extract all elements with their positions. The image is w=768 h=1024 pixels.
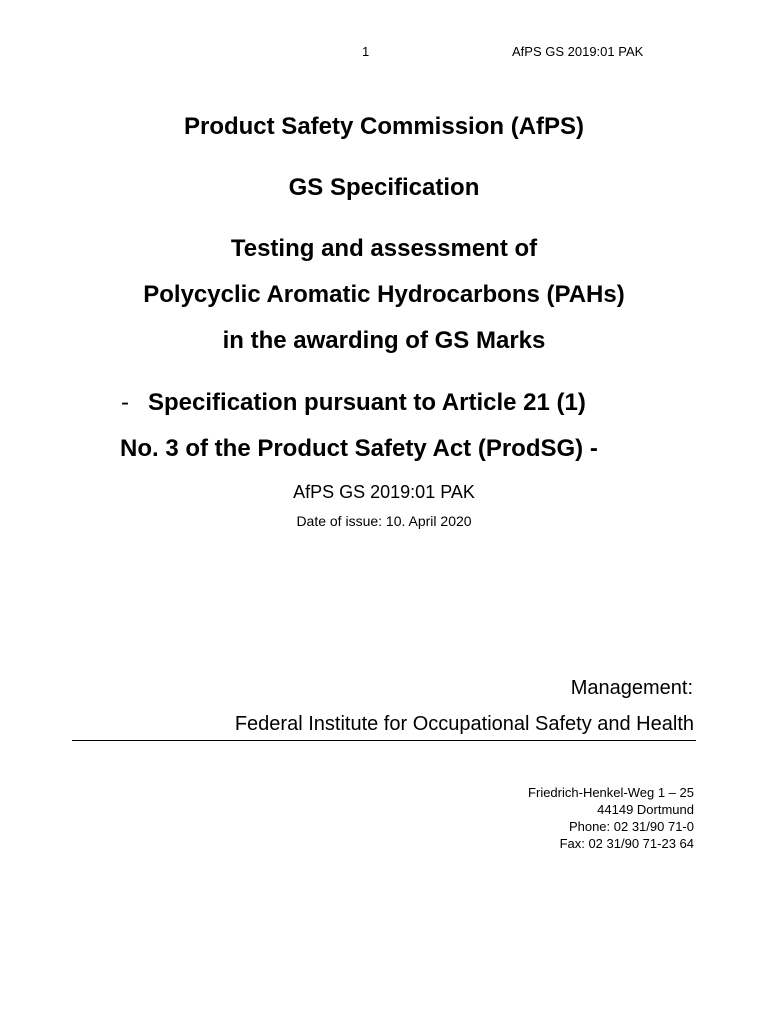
title-line-testing: Testing and assessment of <box>230 235 538 262</box>
date-of-issue: Date of issue: 10. April 2020 <box>296 513 472 529</box>
specification-type: GS Specification <box>288 174 480 201</box>
title-line-gs-marks: in the awarding of GS Marks <box>222 327 546 354</box>
specification-line-article: Specification pursuant to Article 21 (1) <box>148 389 586 416</box>
specification-dash: - <box>121 389 129 416</box>
specification-line-prodsg: No. 3 of the Product Safety Act (ProdSG) - <box>120 435 598 462</box>
header-document-code: AfPS GS 2019:01 PAK <box>512 44 644 59</box>
address-phone: Phone: 02 31/90 71-0 <box>568 819 694 834</box>
address-city: 44149 Dortmund <box>597 802 694 817</box>
commission-title: Product Safety Commission (AfPS) <box>183 113 585 140</box>
divider-rule <box>72 740 696 741</box>
title-line-pahs: Polycyclic Aromatic Hydrocarbons (PAHs) <box>143 281 625 308</box>
managing-institute: Federal Institute for Occupational Safety and Health <box>234 713 694 735</box>
address-fax: Fax: 02 31/90 71-23 64 <box>559 836 694 851</box>
address-street: Friedrich-Henkel-Weg 1 – 25 <box>528 785 694 800</box>
document-code: AfPS GS 2019:01 PAK <box>293 482 475 502</box>
page-number: 1 <box>362 44 370 59</box>
management-label: Management: <box>570 677 693 699</box>
